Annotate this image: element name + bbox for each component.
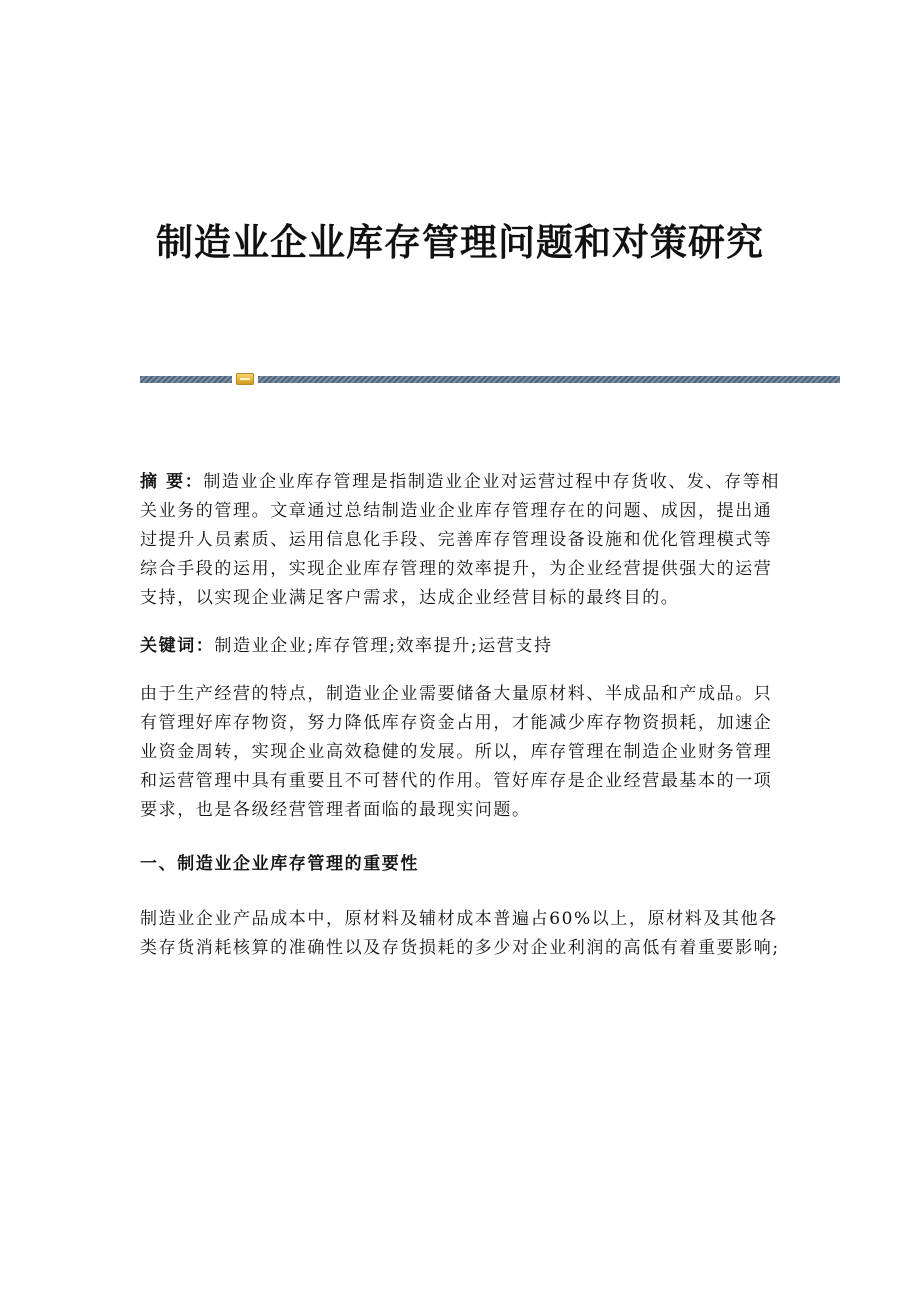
keywords-text: 制造业企业;库存管理;效率提升;运营支持: [214, 636, 553, 656]
divider-bar-right: [258, 376, 840, 383]
divider-ornament-icon: [236, 373, 254, 385]
document-title: 制造业企业库存管理问题和对策研究: [156, 220, 764, 264]
section-paragraph: 制造业企业产品成本中，原材料及辅材成本普遍占60%以上，原材料及其他各类存货消耗核算的准确性以及存货损耗的多少对企业利润的高低有着重要影响;: [140, 909, 780, 958]
title-divider: [140, 373, 840, 385]
keywords-paragraph: [140, 632, 785, 661]
document-body: [140, 468, 785, 963]
abstract-text: 制造业企业库存管理是指制造业企业对运营过程中存货收、发、存等相关业务的管理。文章通过总结制造业企业库存管理存在的问题、成因，提出通过提升人员素质、运用信息化手段、完善库存管理设备设施和优化管理模式等综合手段的运用，实现企业库存管理的效率提升，为企业经营提供强大的运营支持，以实现企业满足客户需求，达成企业经营目标的最终目的。: [140, 472, 780, 608]
intro-paragraph: 由于生产经营的特点，制造业企业需要储备大量原材料、半成品和产成品。只有管理好库存物资，努力降低库存资金占用，才能减少库存物资损耗，加速企业资金周转，实现企业高效稳健的发展。所以，库存管理在制造企业财务管理和运营管理中具有重要且不可替代的作用。管好库存是企业经营最基本的一项要求，也是各级经营管理者面临的最现实问题。: [140, 684, 773, 820]
abstract-label: 摘 要：: [140, 472, 204, 492]
section-heading: 一、制造业企业库存管理的重要性: [140, 854, 419, 874]
abstract-paragraph: [140, 468, 785, 613]
keywords-label: 关键词：: [140, 636, 215, 656]
divider-bar-left: [140, 376, 232, 383]
